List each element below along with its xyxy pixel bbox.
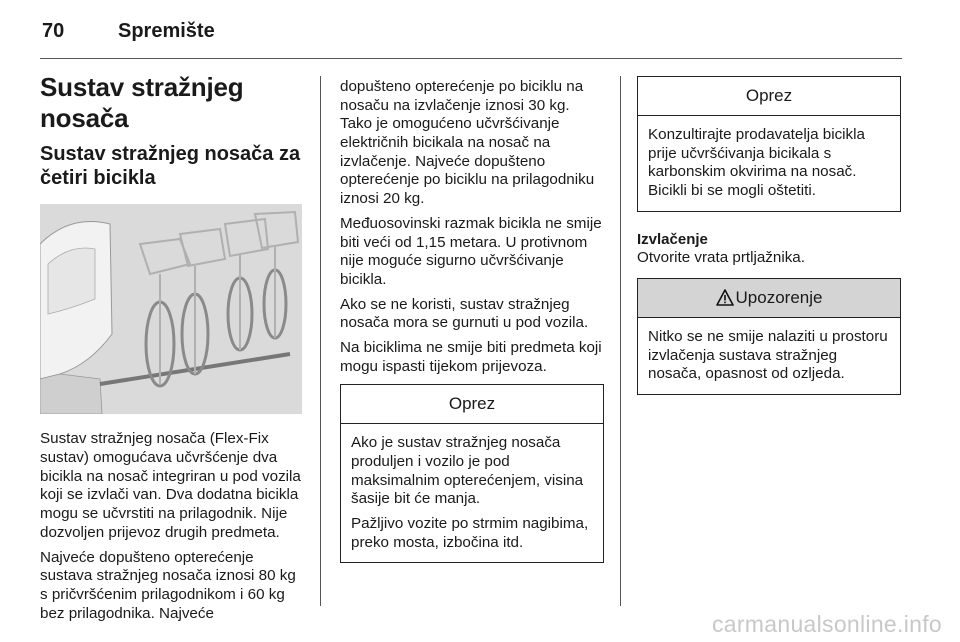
column-divider-2 bbox=[620, 76, 621, 606]
column-3 bbox=[637, 76, 901, 409]
paragraph: Najveće dopušteno opterećenje sustava stražnjeg nosača iznosi 80 kg s pričvršćenim prilagodnikom i 60 kg bez prilagodnika. Najveće bbox=[40, 548, 296, 622]
paragraph: dopušteno opterećenje po biciklu na nosaču na izvlačenje iznosi 30 kg. Tako je omogućeno učvršćivanje električnih bicikala na nosač na izvlačenje. Najveće dopušteno opterećenje po biciklu na prilagodniku iznosi 20 kg. bbox=[340, 78, 595, 208]
paragraph: Otvorite vrata prtljažnika. bbox=[637, 249, 805, 267]
header-divider bbox=[40, 58, 902, 59]
warning-body bbox=[638, 318, 900, 394]
bike-carrier-drawing bbox=[40, 204, 302, 414]
column-divider-1 bbox=[320, 76, 321, 606]
page-number: 70 bbox=[42, 20, 65, 42]
caution-title: Oprez bbox=[638, 77, 900, 116]
paragraph: Na biciklima ne smije biti predmeta koji mogu ispasti tijekom prijevoza. bbox=[340, 338, 602, 375]
section-heading: Izvlačenje bbox=[637, 230, 708, 248]
caution-text: Pažljivo vozite po strmim nagibima, preko mosta, izbočina itd. bbox=[351, 515, 589, 551]
caution-body bbox=[341, 424, 603, 562]
caution-body bbox=[638, 116, 900, 211]
warning-triangle-icon bbox=[716, 289, 734, 306]
paragraph: Međuosovinski razmak bicikla ne smije biti veći od 1,15 metara. U protivnom nije moguće sigurno učvršćivanje bicikla. bbox=[340, 214, 602, 288]
caution-box bbox=[340, 384, 604, 563]
caution-text: Ako je sustav stražnjeg nosača produljen i vozilo je pod maksimalnim opterećenjem, visina šasije bit će manja. bbox=[351, 434, 584, 508]
section-title: Sustav stražnjeg nosača bbox=[40, 72, 244, 134]
caution-text: Konzultirajte prodavatelja bicikla prije učvršćivanja bicikala s karbonskim okvirima na nosač. Bicikli bi se mogli oštetiti. bbox=[648, 126, 865, 200]
paragraph: Ako se ne koristi, sustav stražnjeg nosača mora se gurnuti u pod vozila. bbox=[340, 295, 589, 332]
paragraph: Sustav stražnjeg nosača (Flex-Fix sustav) omogućava učvršćenje dva bicikla na nosač integriran u pod vozila koji se izvlači van. Dva dodatna bicikla mogu se učvrstiti na prilagodnik. Nije dozvoljen prijevoz drugih predmeta. bbox=[40, 430, 301, 541]
bike-carrier-illustration bbox=[40, 204, 302, 414]
subsection-title: Sustav stražnjeg nosača za četiri bicikla bbox=[40, 143, 301, 190]
caution-box bbox=[637, 76, 901, 212]
chapter-title: Spremište bbox=[118, 20, 215, 42]
warning-title: Upozorenje bbox=[735, 287, 823, 307]
caution-title: Oprez bbox=[341, 385, 603, 424]
column-1 bbox=[40, 72, 306, 629]
warning-text: Nitko se ne smije nalaziti u prostoru izvlačenja sustava stražnjeg nosača, opasnost od ozljeda. bbox=[648, 327, 888, 383]
warning-box bbox=[637, 278, 901, 395]
watermark: carmanualsonline.info bbox=[711, 611, 942, 637]
column-2 bbox=[340, 78, 604, 577]
warning-header bbox=[638, 279, 900, 318]
